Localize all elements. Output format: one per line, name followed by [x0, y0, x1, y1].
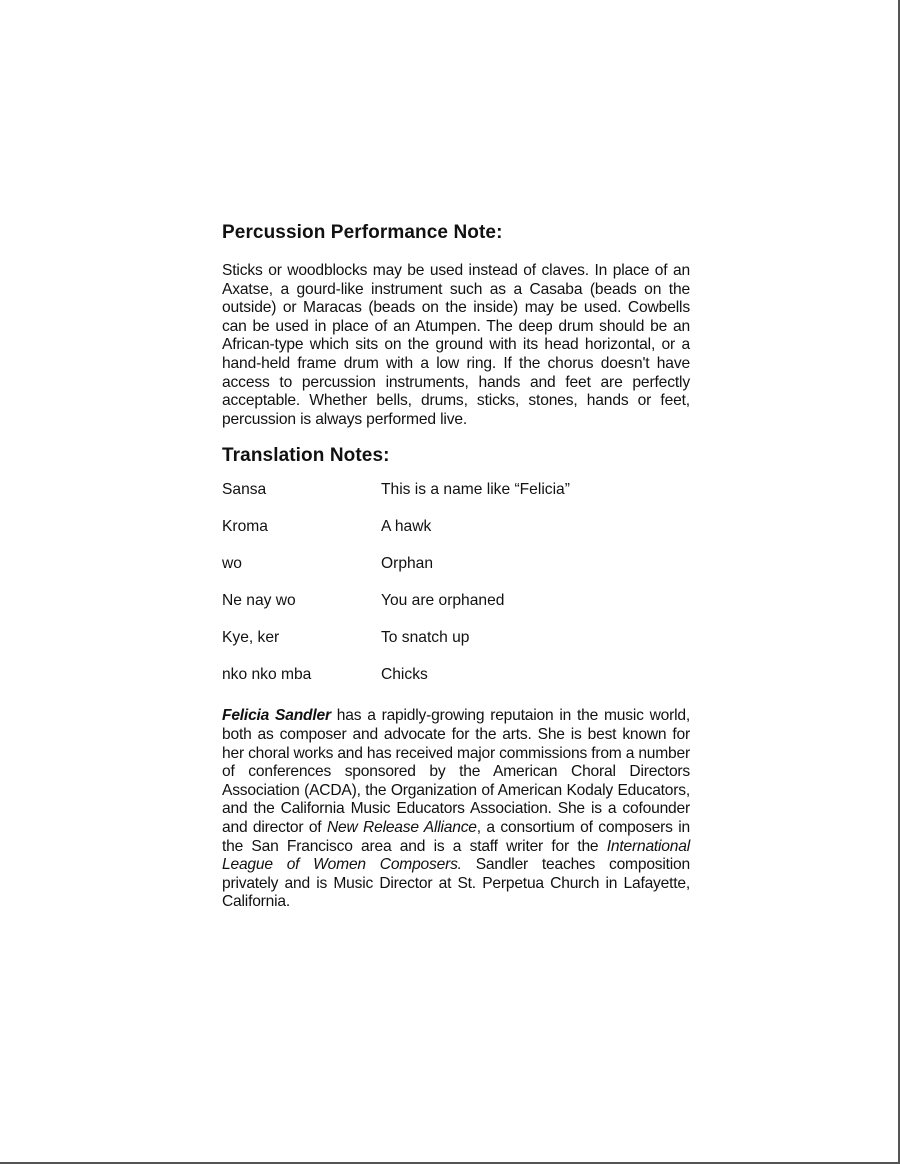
translation-list	[222, 481, 690, 703]
translation-row	[222, 518, 690, 555]
translation-meaning: This is a name like “Felicia”	[381, 481, 570, 499]
translation-meaning: Orphan	[381, 555, 434, 573]
translation-term: Sansa	[222, 481, 267, 499]
translation-row	[222, 555, 690, 592]
translation-row	[222, 629, 690, 666]
bio-text-3: Sandler teaches composition privately and is Music Director at St. Perpetua Church in Lafayette, California.	[222, 856, 690, 911]
bio-text-2: , a consortium of composers in the San Francisco area and is a staff writer for the	[222, 818, 690, 855]
translation-term: wo	[222, 555, 242, 573]
translation-term: Kye, ker	[222, 629, 280, 647]
translation-row	[222, 666, 690, 703]
percussion-body: Sticks or woodblocks may be used instead of claves. In place of an Axatse, a gourd-like instrument such as a Casaba (beads on the outside) or Maracas (beads on the inside) may be used. Cowbells can be used in place of an Atumpen. The deep drum should be an African-type which sits on the ground with its head horizontal, or a hand-held frame drum with a low ring. If the chorus doesn't have access to percussion instruments, hands and feet are perfectly acceptable. Whether bells, drums, sticks, stones, hands or feet, percussion is always performed live.	[222, 262, 690, 428]
league-name: International League of Women Composers.	[222, 837, 690, 874]
composer-bio	[222, 707, 690, 912]
translation-meaning: You are orphaned	[381, 592, 505, 610]
translation-row	[222, 481, 690, 518]
alliance-name: New Release Alliance	[326, 818, 477, 836]
translation-title: Translation Notes:	[222, 445, 390, 467]
translation-term: Ne nay wo	[222, 592, 296, 610]
composer-name: Felicia Sandler	[222, 707, 331, 725]
translation-meaning: Chicks	[381, 666, 428, 684]
translation-row	[222, 592, 690, 629]
translation-meaning: A hawk	[381, 518, 432, 536]
percussion-title: Percussion Performance Note:	[222, 222, 503, 243]
translation-term: nko nko mba	[222, 666, 312, 684]
page-content	[222, 222, 690, 912]
translation-term: Kroma	[222, 518, 268, 536]
bio-text-1: has a rapidly-growing reputaion in the music world, both as composer and advocate for the arts. She is best known for her choral works and has received major commissions from a number of conferences sponsored by the American Choral Directors Association (ACDA), the Organization of American Kodaly Educators, and the California Music Educators Association. She is a cofounder and director of	[222, 707, 690, 836]
translation-meaning: To snatch up	[381, 629, 470, 647]
